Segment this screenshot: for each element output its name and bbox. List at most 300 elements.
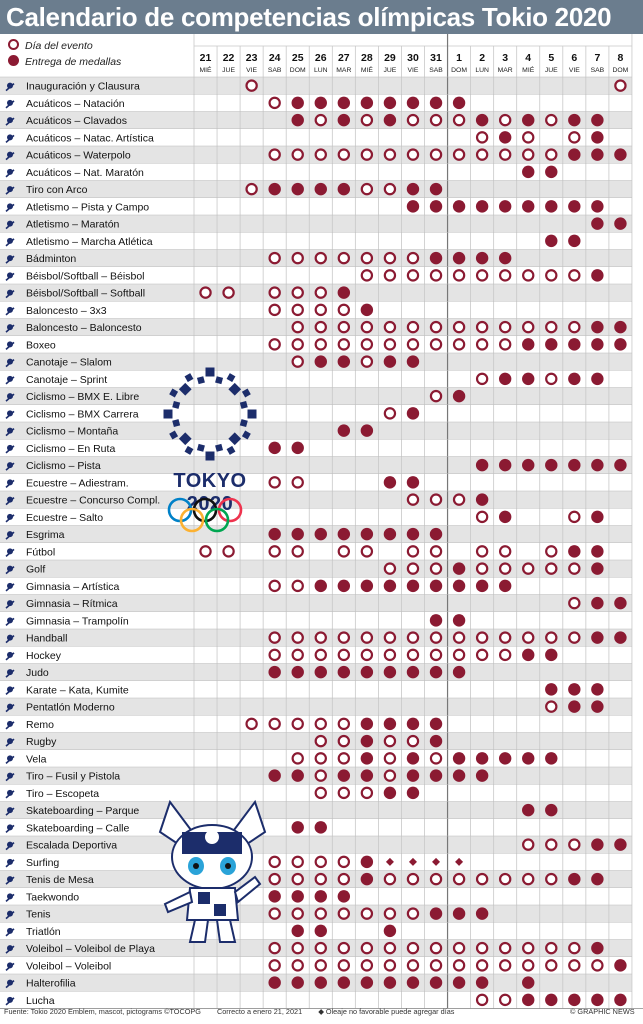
event-marker [454, 943, 464, 953]
event-marker [385, 339, 395, 349]
event-marker [293, 357, 303, 367]
medal-marker [430, 614, 442, 626]
footer-correct: Correcto a enero 21, 2021 [216, 1007, 303, 1016]
medal-marker [499, 580, 511, 592]
event-marker [270, 305, 280, 315]
event-marker [223, 288, 233, 298]
event-marker [316, 909, 326, 919]
event-marker [477, 132, 487, 142]
medal-marker [614, 321, 626, 333]
medal-marker [453, 907, 465, 919]
sport-label: Judo [26, 667, 49, 680]
medal-marker [338, 890, 350, 902]
event-marker [454, 322, 464, 332]
event-marker [546, 702, 556, 712]
medal-marker [384, 666, 396, 678]
medal-marker [453, 666, 465, 678]
medal-marker [522, 459, 534, 471]
event-marker [431, 150, 441, 160]
medal-marker [338, 528, 350, 540]
event-marker [546, 546, 556, 556]
medal-marker [315, 355, 327, 367]
day-number: 1 [456, 52, 462, 64]
surf-day-marker [409, 858, 417, 866]
event-marker [454, 633, 464, 643]
medal-marker [268, 769, 280, 781]
weekday-label: MIÉ [360, 67, 373, 74]
event-marker [270, 650, 280, 660]
medal-marker [268, 666, 280, 678]
medal-marker [499, 511, 511, 523]
surf-day-marker [386, 858, 394, 866]
event-marker [477, 270, 487, 280]
medal-marker [292, 821, 304, 833]
medal-marker [591, 545, 603, 557]
event-marker [431, 650, 441, 660]
event-marker [454, 650, 464, 660]
medal-marker [591, 511, 603, 523]
hockey-icon [6, 652, 14, 660]
emblem-check [240, 401, 248, 409]
emblem-check [206, 452, 215, 461]
sport-label: Ciclismo – Pista [26, 460, 101, 473]
event-marker [546, 943, 556, 953]
event-marker [569, 132, 579, 142]
event-marker [270, 546, 280, 556]
basketball-3x3-icon [6, 307, 14, 315]
football-icon [6, 548, 14, 556]
event-marker [385, 736, 395, 746]
sport-label: Skateboarding – Calle [26, 822, 130, 835]
event-marker [339, 857, 349, 867]
event-marker [523, 840, 533, 850]
medal-marker [315, 976, 327, 988]
event-marker [293, 857, 303, 867]
event-marker [408, 150, 418, 160]
event-marker [408, 339, 418, 349]
emblem-check [227, 446, 236, 455]
taekwondo-icon [6, 893, 14, 901]
medal-marker [476, 976, 488, 988]
triathlon-icon [6, 928, 14, 936]
event-marker [385, 771, 395, 781]
event-marker [477, 995, 487, 1005]
event-marker [362, 650, 372, 660]
event-marker [339, 546, 349, 556]
sport-label: Béisbol/Softball – Softball [26, 287, 146, 300]
weekday-label: LUN [313, 67, 328, 74]
day-number: 28 [361, 52, 373, 64]
event-marker [293, 943, 303, 953]
medal-marker [338, 114, 350, 126]
weekday-label: SAB [429, 67, 443, 74]
emblem-check [169, 389, 178, 398]
medal-marker [384, 114, 396, 126]
medal-marker [315, 666, 327, 678]
medal-marker [384, 476, 396, 488]
event-marker [339, 874, 349, 884]
day-number: 7 [594, 52, 601, 64]
event-marker [431, 391, 441, 401]
medal-marker [499, 131, 511, 143]
emblem-check [179, 432, 192, 445]
medal-marker [361, 752, 373, 764]
day-number: 2 [479, 52, 486, 64]
event-marker [477, 564, 487, 574]
sport-label: Bádminton [26, 253, 77, 266]
sport-label: Gimnasia – Artística [26, 580, 120, 593]
event-marker [385, 564, 395, 574]
event-marker [339, 150, 349, 160]
jumping-icon [6, 514, 14, 522]
event-marker [247, 719, 257, 729]
sport-label: Pentatlón Moderno [26, 701, 115, 714]
medal-marker [453, 614, 465, 626]
sport-label: Baloncesto – 3x3 [26, 304, 107, 317]
event-marker [293, 650, 303, 660]
volleyball-icon [6, 962, 14, 970]
medal-marker [614, 994, 626, 1006]
sport-label: Golf [26, 563, 46, 576]
medal-marker [522, 166, 534, 178]
emblem-text: TOKYO 2020 [173, 470, 247, 515]
medal-marker [315, 183, 327, 195]
event-marker [569, 943, 579, 953]
event-marker [500, 115, 510, 125]
event-marker [293, 960, 303, 970]
page-title: Calendario de competencias olímpicas Tokio 2020 [6, 2, 612, 32]
medal-marker [338, 355, 350, 367]
bmx-racing-icon [6, 410, 14, 418]
medal-marker [614, 959, 626, 971]
medal-marker [568, 373, 580, 385]
medal-marker [361, 976, 373, 988]
event-marker [362, 357, 372, 367]
medal-marker [292, 925, 304, 937]
medal-marker [545, 752, 557, 764]
medal-marker [407, 476, 419, 488]
event-marker [293, 753, 303, 763]
medal-marker [568, 873, 580, 885]
event-marker [339, 305, 349, 315]
event-marker [546, 150, 556, 160]
event-marker [523, 270, 533, 280]
event-marker [385, 253, 395, 263]
event-marker [454, 270, 464, 280]
medal-marker [568, 459, 580, 471]
event-marker [385, 753, 395, 763]
event-marker [270, 150, 280, 160]
karate-icon [6, 686, 14, 694]
race-walk-icon [6, 238, 14, 246]
event-marker [362, 115, 372, 125]
medal-marker [453, 390, 465, 402]
emblem-check [185, 446, 194, 455]
medal-marker [591, 597, 603, 609]
event-marker [546, 115, 556, 125]
event-marker [569, 322, 579, 332]
event-marker [546, 374, 556, 384]
medal-marker [315, 925, 327, 937]
event-marker [569, 598, 579, 608]
event-marker [270, 477, 280, 487]
event-marker [316, 943, 326, 953]
medal-marker [522, 338, 534, 350]
sport-label: Atletismo – Marcha Atlética [26, 235, 153, 248]
medal-marker [591, 148, 603, 160]
event-marker [569, 960, 579, 970]
medal-marker [338, 769, 350, 781]
event-marker [408, 909, 418, 919]
event-marker [293, 546, 303, 556]
medal-marker [292, 528, 304, 540]
event-marker [339, 753, 349, 763]
sport-label: Boxeo [26, 339, 56, 352]
emblem-check [215, 444, 223, 452]
medal-marker [338, 666, 350, 678]
medal-marker [453, 769, 465, 781]
medal-marker [568, 545, 580, 557]
event-marker [477, 633, 487, 643]
sport-label: Canotaje – Sprint [26, 373, 108, 386]
medal-marker [430, 97, 442, 109]
weekday-label: JUE [383, 67, 397, 74]
event-marker [385, 943, 395, 953]
event-marker [293, 719, 303, 729]
medal-marker [591, 562, 603, 574]
medal-marker [407, 718, 419, 730]
sport-label: Triatlón [26, 925, 61, 938]
surf-day-marker [455, 858, 463, 866]
medal-marker [545, 166, 557, 178]
emblem-check [242, 389, 251, 398]
event-marker [247, 81, 257, 91]
medal-marker [407, 528, 419, 540]
sport-label: Acuáticos – Waterpolo [26, 149, 131, 162]
day-number: 21 [199, 52, 212, 64]
event-marker [362, 184, 372, 194]
event-marker [362, 322, 372, 332]
event-marker [247, 184, 257, 194]
medal-marker [292, 976, 304, 988]
event-marker [408, 736, 418, 746]
event-marker [500, 650, 510, 660]
sport-label: Lucha [26, 994, 55, 1007]
event-marker [362, 270, 372, 280]
emblem-check [172, 419, 180, 427]
event-marker [385, 650, 395, 660]
medal-marker [430, 907, 442, 919]
medal-marker [453, 200, 465, 212]
event-marker [293, 909, 303, 919]
event-marker [546, 633, 556, 643]
medal-marker [568, 200, 580, 212]
rowing-icon [6, 721, 14, 729]
event-marker [523, 150, 533, 160]
event-marker [316, 719, 326, 729]
medal-marker [407, 580, 419, 592]
road-cycling-icon [6, 445, 14, 453]
medal-marker [407, 355, 419, 367]
medal-marker [407, 752, 419, 764]
event-marker [316, 633, 326, 643]
weekday-label: VIE [246, 67, 258, 74]
medal-marker [476, 252, 488, 264]
medal-marker [453, 580, 465, 592]
event-marker [431, 564, 441, 574]
medal-marker [545, 338, 557, 350]
medal-marker [361, 580, 373, 592]
medal-marker [430, 580, 442, 592]
medal-marker [545, 200, 557, 212]
event-marker [316, 736, 326, 746]
day-number: 25 [291, 52, 304, 64]
emblem-check [228, 432, 241, 445]
sport-label: Tenis de Mesa [26, 874, 94, 887]
trampoline-icon [6, 617, 14, 625]
medal-marker [430, 718, 442, 730]
medal-marker [522, 976, 534, 988]
medal-marker [361, 769, 373, 781]
event-marker [270, 339, 280, 349]
event-marker [431, 960, 441, 970]
emblem-check [248, 410, 257, 419]
event-marker [500, 150, 510, 160]
medal-marker [591, 942, 603, 954]
emblem-check [164, 410, 173, 419]
sport-label: Esgrima [26, 529, 65, 542]
event-marker [339, 322, 349, 332]
medal-marker [430, 252, 442, 264]
event-marker [500, 995, 510, 1005]
event-marker [408, 650, 418, 660]
medal-marker [292, 769, 304, 781]
event-marker [523, 960, 533, 970]
medal-marker [384, 925, 396, 937]
shooting-shotgun-icon [6, 790, 14, 798]
medal-marker [292, 97, 304, 109]
event-marker [316, 150, 326, 160]
medal-marker [591, 373, 603, 385]
event-marker [293, 305, 303, 315]
event-marker [385, 408, 395, 418]
day-number: 6 [571, 52, 578, 64]
medal-marker [338, 183, 350, 195]
event-marker [339, 943, 349, 953]
event-marker [385, 633, 395, 643]
medal-marker [545, 804, 557, 816]
mascot-icon [150, 792, 275, 947]
medal-marker [499, 373, 511, 385]
medal-marker [453, 252, 465, 264]
event-marker [431, 753, 441, 763]
event-marker [431, 270, 441, 280]
medal-marker [522, 200, 534, 212]
sport-label: Voleibol – Voleibol de Playa [26, 943, 156, 956]
event-marker [385, 150, 395, 160]
medal-marker [591, 700, 603, 712]
artistic-gymnastics-icon [6, 583, 14, 591]
sport-label: Acuáticos – Clavados [26, 115, 127, 128]
medal-marker [591, 838, 603, 850]
event-marker [454, 150, 464, 160]
event-marker [408, 546, 418, 556]
medal-marker [545, 683, 557, 695]
event-marker [477, 960, 487, 970]
medal-marker [476, 459, 488, 471]
medal-marker [568, 700, 580, 712]
sport-label: Ecuestre – Concurso Compl. [26, 494, 161, 507]
event-marker [362, 253, 372, 263]
medal-marker [384, 580, 396, 592]
medal-marker [292, 183, 304, 195]
event-marker [500, 322, 510, 332]
medal-marker [591, 131, 603, 143]
event-marker [431, 322, 441, 332]
event-marker [615, 81, 625, 91]
event-marker [523, 943, 533, 953]
emblem-check [240, 419, 248, 427]
event-marker [454, 874, 464, 884]
event-marker [546, 960, 556, 970]
medal-marker [384, 718, 396, 730]
event-marker [270, 719, 280, 729]
medal-marker [476, 752, 488, 764]
event-marker [500, 339, 510, 349]
day-number: 29 [384, 52, 396, 64]
event-marker [546, 840, 556, 850]
sport-label: Atletismo – Maratón [26, 218, 120, 231]
event-marker [523, 322, 533, 332]
event-marker [316, 322, 326, 332]
medal-marker [591, 338, 603, 350]
event-marker [316, 753, 326, 763]
day-number: 3 [502, 52, 509, 64]
weekday-label: VIE [407, 67, 419, 74]
event-marker [339, 719, 349, 729]
medal-marker [338, 976, 350, 988]
medal-marker [591, 994, 603, 1006]
event-marker [270, 98, 280, 108]
event-marker [339, 253, 349, 263]
medal-marker [361, 304, 373, 316]
medal-marker [268, 528, 280, 540]
medal-marker [384, 976, 396, 988]
medal-marker [476, 200, 488, 212]
event-marker [431, 115, 441, 125]
event-marker [316, 288, 326, 298]
event-marker [569, 512, 579, 522]
medal-marker [568, 114, 580, 126]
sport-label: Baloncesto – Baloncesto [26, 322, 142, 335]
day-number: 26 [314, 52, 327, 64]
event-marker [454, 495, 464, 505]
medal-marker [568, 148, 580, 160]
sport-label: Inauguración y Clausura [26, 80, 140, 93]
sport-label: Tiro – Fusil y Pistola [26, 770, 121, 783]
medal-marker [614, 631, 626, 643]
emblem-check [185, 373, 194, 382]
wrestling-icon [6, 997, 14, 1005]
event-marker [569, 840, 579, 850]
medal-marker [476, 580, 488, 592]
event-marker [316, 650, 326, 660]
sport-label: Tenis [26, 908, 51, 921]
event-marker [339, 339, 349, 349]
event-marker [431, 633, 441, 643]
sport-label: Gimnasia – Rítmica [26, 598, 118, 611]
medal-marker [430, 200, 442, 212]
